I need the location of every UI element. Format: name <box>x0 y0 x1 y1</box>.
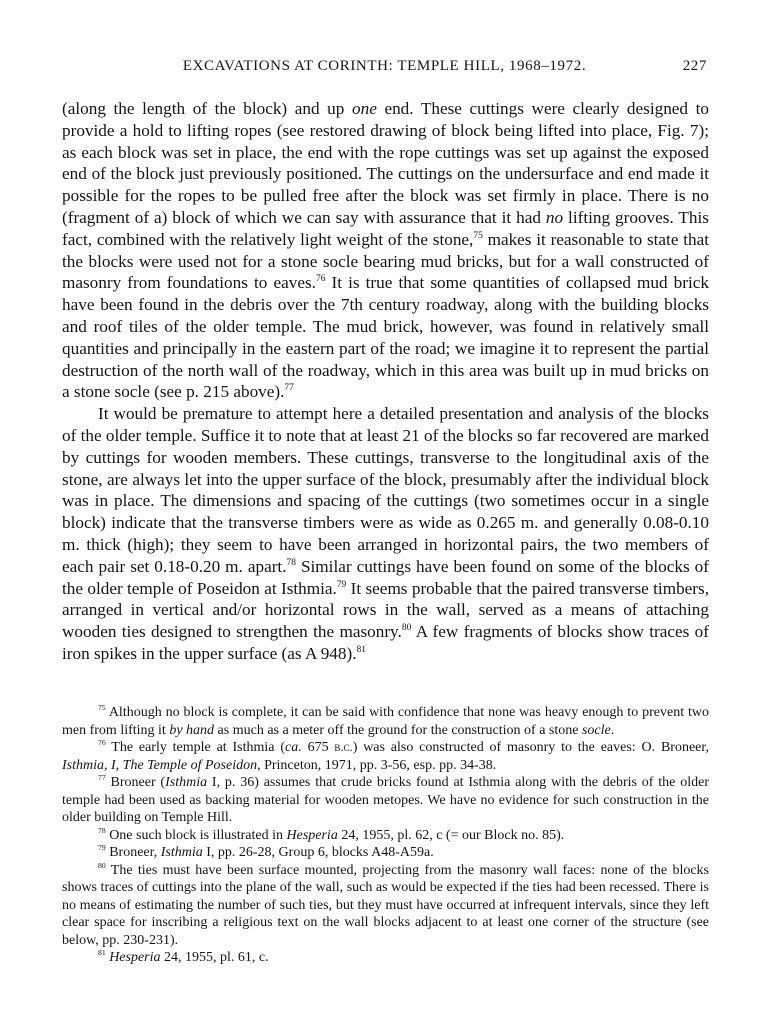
text-run: Hesperia <box>286 827 338 843</box>
text-run: One such block is illustrated in <box>105 827 287 843</box>
text-run: It is true that some quantities of collapsed mud brick have been found in the debris over the 7th century roadway, along with the building blocks and roof tiles of the older temple. The mud brick, however, was found in relatively small quantities and principally in the eastern part of the road; we imagine it to represent the partial destruction of the north wall of the roadway, which in this area was built up in mud bricks on a stone socle (see p. 215 above). <box>62 273 709 402</box>
footnote-80 <box>62 862 709 950</box>
text-run: It seems probable that the paired transverse timbers, arranged in vertical and/or horizontal rows in the wall, served as a means of attaching wooden ties designed to strengthen the masonry. <box>62 578 710 642</box>
note-ref: 76 <box>315 274 326 285</box>
text-run: It would be premature to attempt here a detailed presentation and analysis of the blocks of the older temple. Suffice it to note that at least 21 of the blocks so far recovered are marked by cuttings for wooden members. These cuttings, transverse to the longitudinal axis of the stone, are always let into the upper surface of the block, presumably after the individual block was in place. The dimensions and spacing of the cuttings (two sometimes occur in a single block) indicate that the transverse timbers were as wide as 0.265 m. and generally 0.08-0.10 m. thick (high); they seem to have been arranged in horizontal pairs, the two members of each pair set 0.18-0.20 m. apart. <box>62 404 709 576</box>
text-run: Broneer, <box>105 845 161 860</box>
note-ref: 80 <box>98 860 106 870</box>
text-run: I, p. 36) assumes that crude bricks found at Isthmia along with the debris of the older temple had been used as backing material for wooden metopes. We have no evidence for such construction in the older building on Temple Hill. <box>62 775 709 825</box>
text-run: b.c. <box>334 740 353 754</box>
footnotes <box>62 704 709 967</box>
text-run: one <box>352 99 377 118</box>
footnote-76 <box>62 739 709 774</box>
text-run: makes it reasonable to state that the blocks were used not for a stone socle bearing mud bricks, but for a wall constructed of masonry from foundations to eaves. <box>62 229 709 293</box>
text-run: . <box>610 722 615 738</box>
running-title: EXCAVATIONS AT CORINTH: TEMPLE HILL, 1968–1972. <box>182 58 587 74</box>
footnote-75 <box>62 704 709 739</box>
note-ref: 81 <box>356 644 366 655</box>
footnote-81 <box>62 949 709 967</box>
text-run: (along the length of the block) and up <box>62 99 352 118</box>
text-run: The ties must have been surface mounted, projecting from the masonry wall faces: none of the blocks shows traces of cuttings into the plane of the wall, such as would be expected if the ties had been recessed. There is no means of estimating the number of such ties, but they must have occurred at infrequent intervals, since they left clear space for inscribing a religious text on the wall blocks adjacent to at least one corner of the structure (see below, pp. 230-231). <box>62 862 709 948</box>
note-ref: 78 <box>286 557 296 568</box>
note-ref: 75 <box>98 703 106 713</box>
text-run: 24, 1955, pl. 61, c. <box>160 950 269 965</box>
body-paragraph <box>62 403 709 665</box>
note-ref: 78 <box>98 825 106 835</box>
text-run: Hesperia <box>109 950 161 965</box>
body-paragraph <box>62 98 709 403</box>
text-run: Isthmia <box>160 845 203 860</box>
footnote-78 <box>62 827 709 845</box>
text-run: Broneer ( <box>105 775 166 790</box>
note-ref: 77 <box>98 773 106 783</box>
text-run: socle <box>581 722 611 738</box>
text-run: I, pp. 26-28, Group 6, blocks A48-A59a. <box>202 845 434 860</box>
text-run: Isthmia, I, The Temple of Poseidon <box>62 757 258 773</box>
text-run: Isthmia <box>165 775 208 790</box>
note-ref: 77 <box>284 383 294 394</box>
footnote-79 <box>62 844 709 862</box>
text-run: ca. <box>285 740 302 755</box>
note-ref: 80 <box>401 623 412 634</box>
text-run: ) was also constructed of masonry to the eaves: O. Broneer, <box>352 740 709 755</box>
text-run: 24, 1955, pl. 62, c (= our Block no. 85). <box>337 827 565 843</box>
page-number: 227 <box>682 58 707 74</box>
text-run: no <box>545 207 564 227</box>
footnote-77 <box>62 774 709 827</box>
note-ref: 76 <box>98 738 106 748</box>
text-run: by hand <box>169 722 215 738</box>
text-run: Similar cuttings have been found on some of the blocks of the older temple of Poseidon at Isthmia. <box>62 556 709 598</box>
running-header <box>62 58 707 82</box>
text-run: Although no block is complete, it can be said with confidence that none was heavy enough to prevent two men from lifting it <box>62 705 709 738</box>
main-text <box>62 98 709 665</box>
note-ref: 79 <box>98 843 106 853</box>
text-run: The early temple at Isthmia ( <box>105 740 286 755</box>
text-run: as much as a meter off the ground for the construction of a stone <box>214 722 582 738</box>
note-ref: 79 <box>336 579 347 590</box>
note-ref: 75 <box>473 230 483 241</box>
text-run: 675 <box>301 740 335 755</box>
note-ref: 81 <box>98 948 106 958</box>
text-run: end. These cuttings were clearly designed to provide a hold to lifting ropes (see restored drawing of block being lifted into place, Fig. 7); as each block was set in place, the end with the rope cuttings was set up against the exposed end of the block just previously positioned. The cuttings on the undersurface and end made it possible for the ropes to be pulled free after the block was set firmly in place. There is no (fragment of a) block of which we can say with assurance that it had <box>62 99 709 227</box>
text-run: lifting grooves. This fact, combined with the relatively light weight of the stone, <box>62 207 709 249</box>
text-run: , Princeton, 1971, pp. 3-56, esp. pp. 34-38. <box>257 757 497 773</box>
text-run: A few fragments of blocks show traces of iron spikes in the upper surface (as A 948). <box>62 622 710 663</box>
